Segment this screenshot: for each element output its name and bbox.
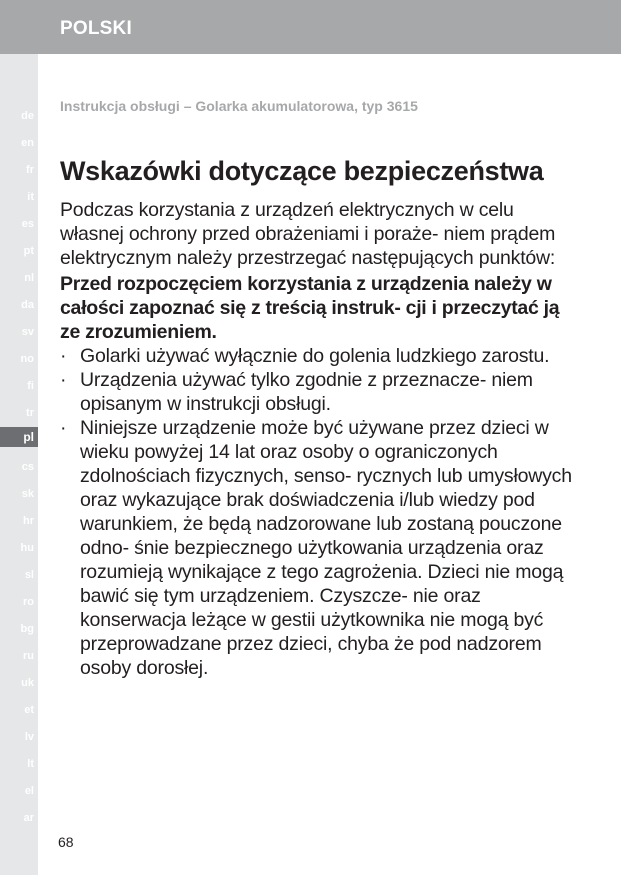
bullet-item [60,416,580,680]
lang-tab-pt[interactable]: pt [23,245,34,257]
document-body [60,198,580,680]
lang-tab-nl[interactable]: nl [24,272,34,284]
bullet-marker: · [60,417,67,439]
bullet-marker: · [60,369,67,391]
lang-tab-lv[interactable]: lv [24,731,34,743]
lang-tab-hr[interactable]: hr [23,515,34,527]
lang-tab-sv[interactable]: sv [21,326,34,338]
lang-tab-de[interactable]: de [21,110,34,122]
bullet-text: Golarki używać wyłącznie do golenia ludzkiego zarostu. [80,345,550,367]
lang-tab-no[interactable]: no [20,353,34,365]
bullet-item [60,344,580,368]
lang-tab-fr[interactable]: fr [26,164,34,176]
header-language-title: POLSKI [60,18,132,39]
bullet-item [60,368,580,416]
lang-tab-tr[interactable]: tr [26,407,34,419]
lang-tab-uk[interactable]: uk [21,677,34,689]
lang-tab-hu[interactable]: hu [20,542,34,554]
bold-notice-paragraph: Przed rozpoczęciem korzystania z urządzenia należy w całości zapoznać się z treścią instruk- cji i przeczytać ją ze zrozumieniem. [60,273,560,343]
document-subtitle: Instrukcja obsługi – Golarka akumulatorowa, typ 3615 [60,98,418,114]
intro-paragraph: Podczas korzystania z urządzeń elektrycznych w celu własnej ochrony przed obrażeniami i poraże- niem prądem elektrycznym należy przestrzegać następujących punktów: [60,199,556,269]
bullet-text: Niniejsze urządzenie może być używane przez dzieci w wieku powyżej 14 lat oraz osoby o ograniczonych zdolnościach fizycznych, senso- rycznych lub umysłowych oraz wykazujące brak doświadczenia i/lub wiedzy pod warunkiem, że będą nadzorowane lub zostaną pouczone odno- śnie bezpiecznego użytkowania urządzenia oraz rozumieją wynikające z tego zagrożenia. Dzieci nie mogą bawić się tym urządzeniem. Czyszcze- nie oraz konserwacja leżące w gestii użytkownika nie mogą być przeprowadzane przez dzieci, chyba że pod nadzorem osoby dorosłej. [80,417,572,679]
lang-tab-fi[interactable]: fi [27,380,34,392]
lang-tab-ro[interactable]: ro [23,596,34,608]
page-number: 68 [58,834,74,850]
bullet-text: Urządzenia używać tylko zgodnie z przeznacze- niem opisanym w instrukcji obsługi. [80,369,533,415]
bullet-marker: · [60,345,67,367]
lang-tab-it[interactable]: it [27,191,34,203]
lang-tab-da[interactable]: da [21,299,34,311]
lang-tab-sl[interactable]: sl [24,569,34,581]
lang-tab-et[interactable]: et [24,704,34,716]
lang-tab-pl-active[interactable]: pl [0,427,38,447]
lang-tab-sk[interactable]: sk [21,488,34,500]
lang-tab-ru[interactable]: ru [23,650,34,662]
page-header [0,0,621,54]
lang-tab-lt[interactable]: lt [27,758,34,770]
lang-tab-es[interactable]: es [21,218,34,230]
lang-tab-cs[interactable]: cs [21,461,34,473]
section-heading: Wskazówki dotyczące bezpieczeństwa [60,156,544,186]
language-sidebar [0,54,38,875]
lang-tab-bg[interactable]: bg [20,623,34,635]
lang-tab-ar[interactable]: ar [23,812,34,824]
lang-tab-el[interactable]: el [24,785,34,797]
lang-tab-en[interactable]: en [21,137,34,149]
